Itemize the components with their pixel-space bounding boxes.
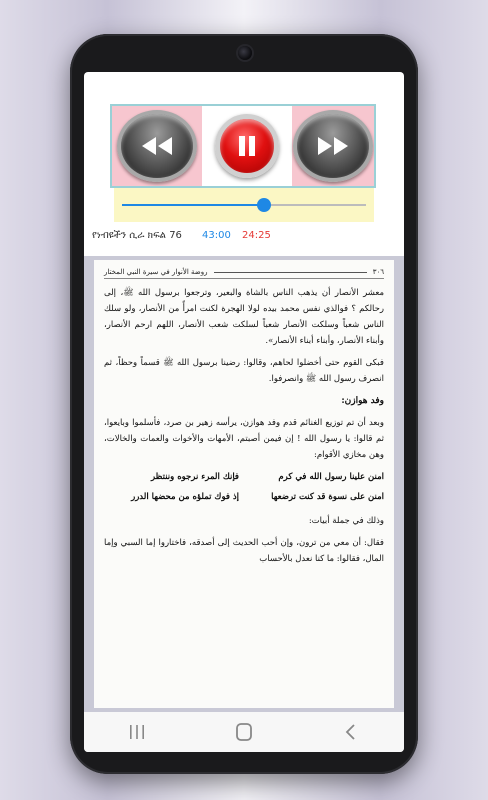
- paragraph: فبكى القوم حتى أخضلوا لحاهم، وقالوا: رضينا برسول الله ﷺ قسماً وحظاً، ثم انصرف رسول الله ﷺ وانصرفوا.: [104, 358, 384, 384]
- home-button[interactable]: [224, 717, 264, 747]
- verse-line: امنن علينا رسول الله في كرم: [278, 472, 384, 482]
- recents-icon: [127, 724, 147, 740]
- home-icon: [234, 723, 254, 741]
- seek-thumb[interactable]: [257, 198, 271, 212]
- paragraph: معشر الأنصار أن يذهب الناس بالشاة والبعير، وترجعوا برسول الله ﷺ، إلى رحالكم ؟ فوالذي نفس محمد بيده لولا الهجرة لكنت امرأً من الأنصار، ولو سلك الناس شعباً وسلكت الأنصار شعباً لسلكت شعب الأنصار، اللهم ارحم الأنصار، وأبناء الأنصار، وأبناء أبناء الأنصار».: [104, 288, 384, 346]
- verse-line: فإنك المرء نرجوه وننتظر: [150, 472, 239, 482]
- track-title: የነብዩችን ሲራ ክፍል 76: [92, 230, 182, 241]
- recents-button[interactable]: [117, 717, 157, 747]
- elapsed-time: 24:25: [242, 230, 271, 241]
- seek-bar[interactable]: [122, 204, 366, 206]
- page-number: ٣٠٦: [372, 268, 384, 276]
- poem-verses: [104, 469, 384, 505]
- page-header: [104, 268, 384, 279]
- header-rule: [214, 272, 367, 273]
- forward-cell: [292, 106, 374, 186]
- running-title: روضة الأنوار في سيرة النبي المختار: [104, 268, 208, 276]
- fast-forward-icon: [316, 135, 350, 157]
- pause-cell: [202, 106, 292, 186]
- phone-frame: [70, 34, 418, 774]
- paragraph: فقال: أن معي من ترون، وإن أحب الحديث إلى أصدقه، فاختاروا إما السبي وإما المال، فقالوا: ما كنا نعدل بالأحساب: [104, 538, 384, 564]
- front-camera: [238, 46, 252, 60]
- seek-bar-container: [114, 188, 374, 222]
- pause-button[interactable]: [215, 114, 279, 178]
- player-controls: [112, 106, 374, 186]
- status-row: [84, 226, 404, 246]
- section-heading: وفد هوازن:: [341, 396, 384, 406]
- page-text: [104, 285, 384, 567]
- total-time: 43:00: [202, 230, 231, 241]
- verse-line: امنن على نسوة قد كنت ترضعها: [271, 492, 384, 502]
- seek-progress: [122, 204, 264, 206]
- rewind-button[interactable]: [117, 110, 197, 182]
- book-page: [94, 260, 394, 708]
- paragraph: وذلك في جملة أبيات:: [308, 516, 384, 526]
- rewind-cell: [112, 106, 202, 186]
- pause-icon: [236, 134, 258, 158]
- back-button[interactable]: [331, 717, 371, 747]
- system-nav-bar: [84, 712, 404, 752]
- fast-forward-button[interactable]: [293, 110, 373, 182]
- verse-line: إذ فوك تملؤه من محضها الدرر: [131, 492, 239, 502]
- back-icon: [344, 723, 358, 741]
- app-screen: [84, 72, 404, 752]
- paragraph: وبعد أن تم توزيع الغنائم قدم وفد هوازن، يرأسه زهير بن صرد، فأسلموا وبايعوا، ثم قالوا: يا رسول الله ! إن فيمن أصبتم، الأمهات والأخوات والعمات والخالات، وهن مخازي الأقوام:: [104, 418, 384, 460]
- book-page-area: [84, 256, 404, 712]
- rewind-icon: [140, 135, 174, 157]
